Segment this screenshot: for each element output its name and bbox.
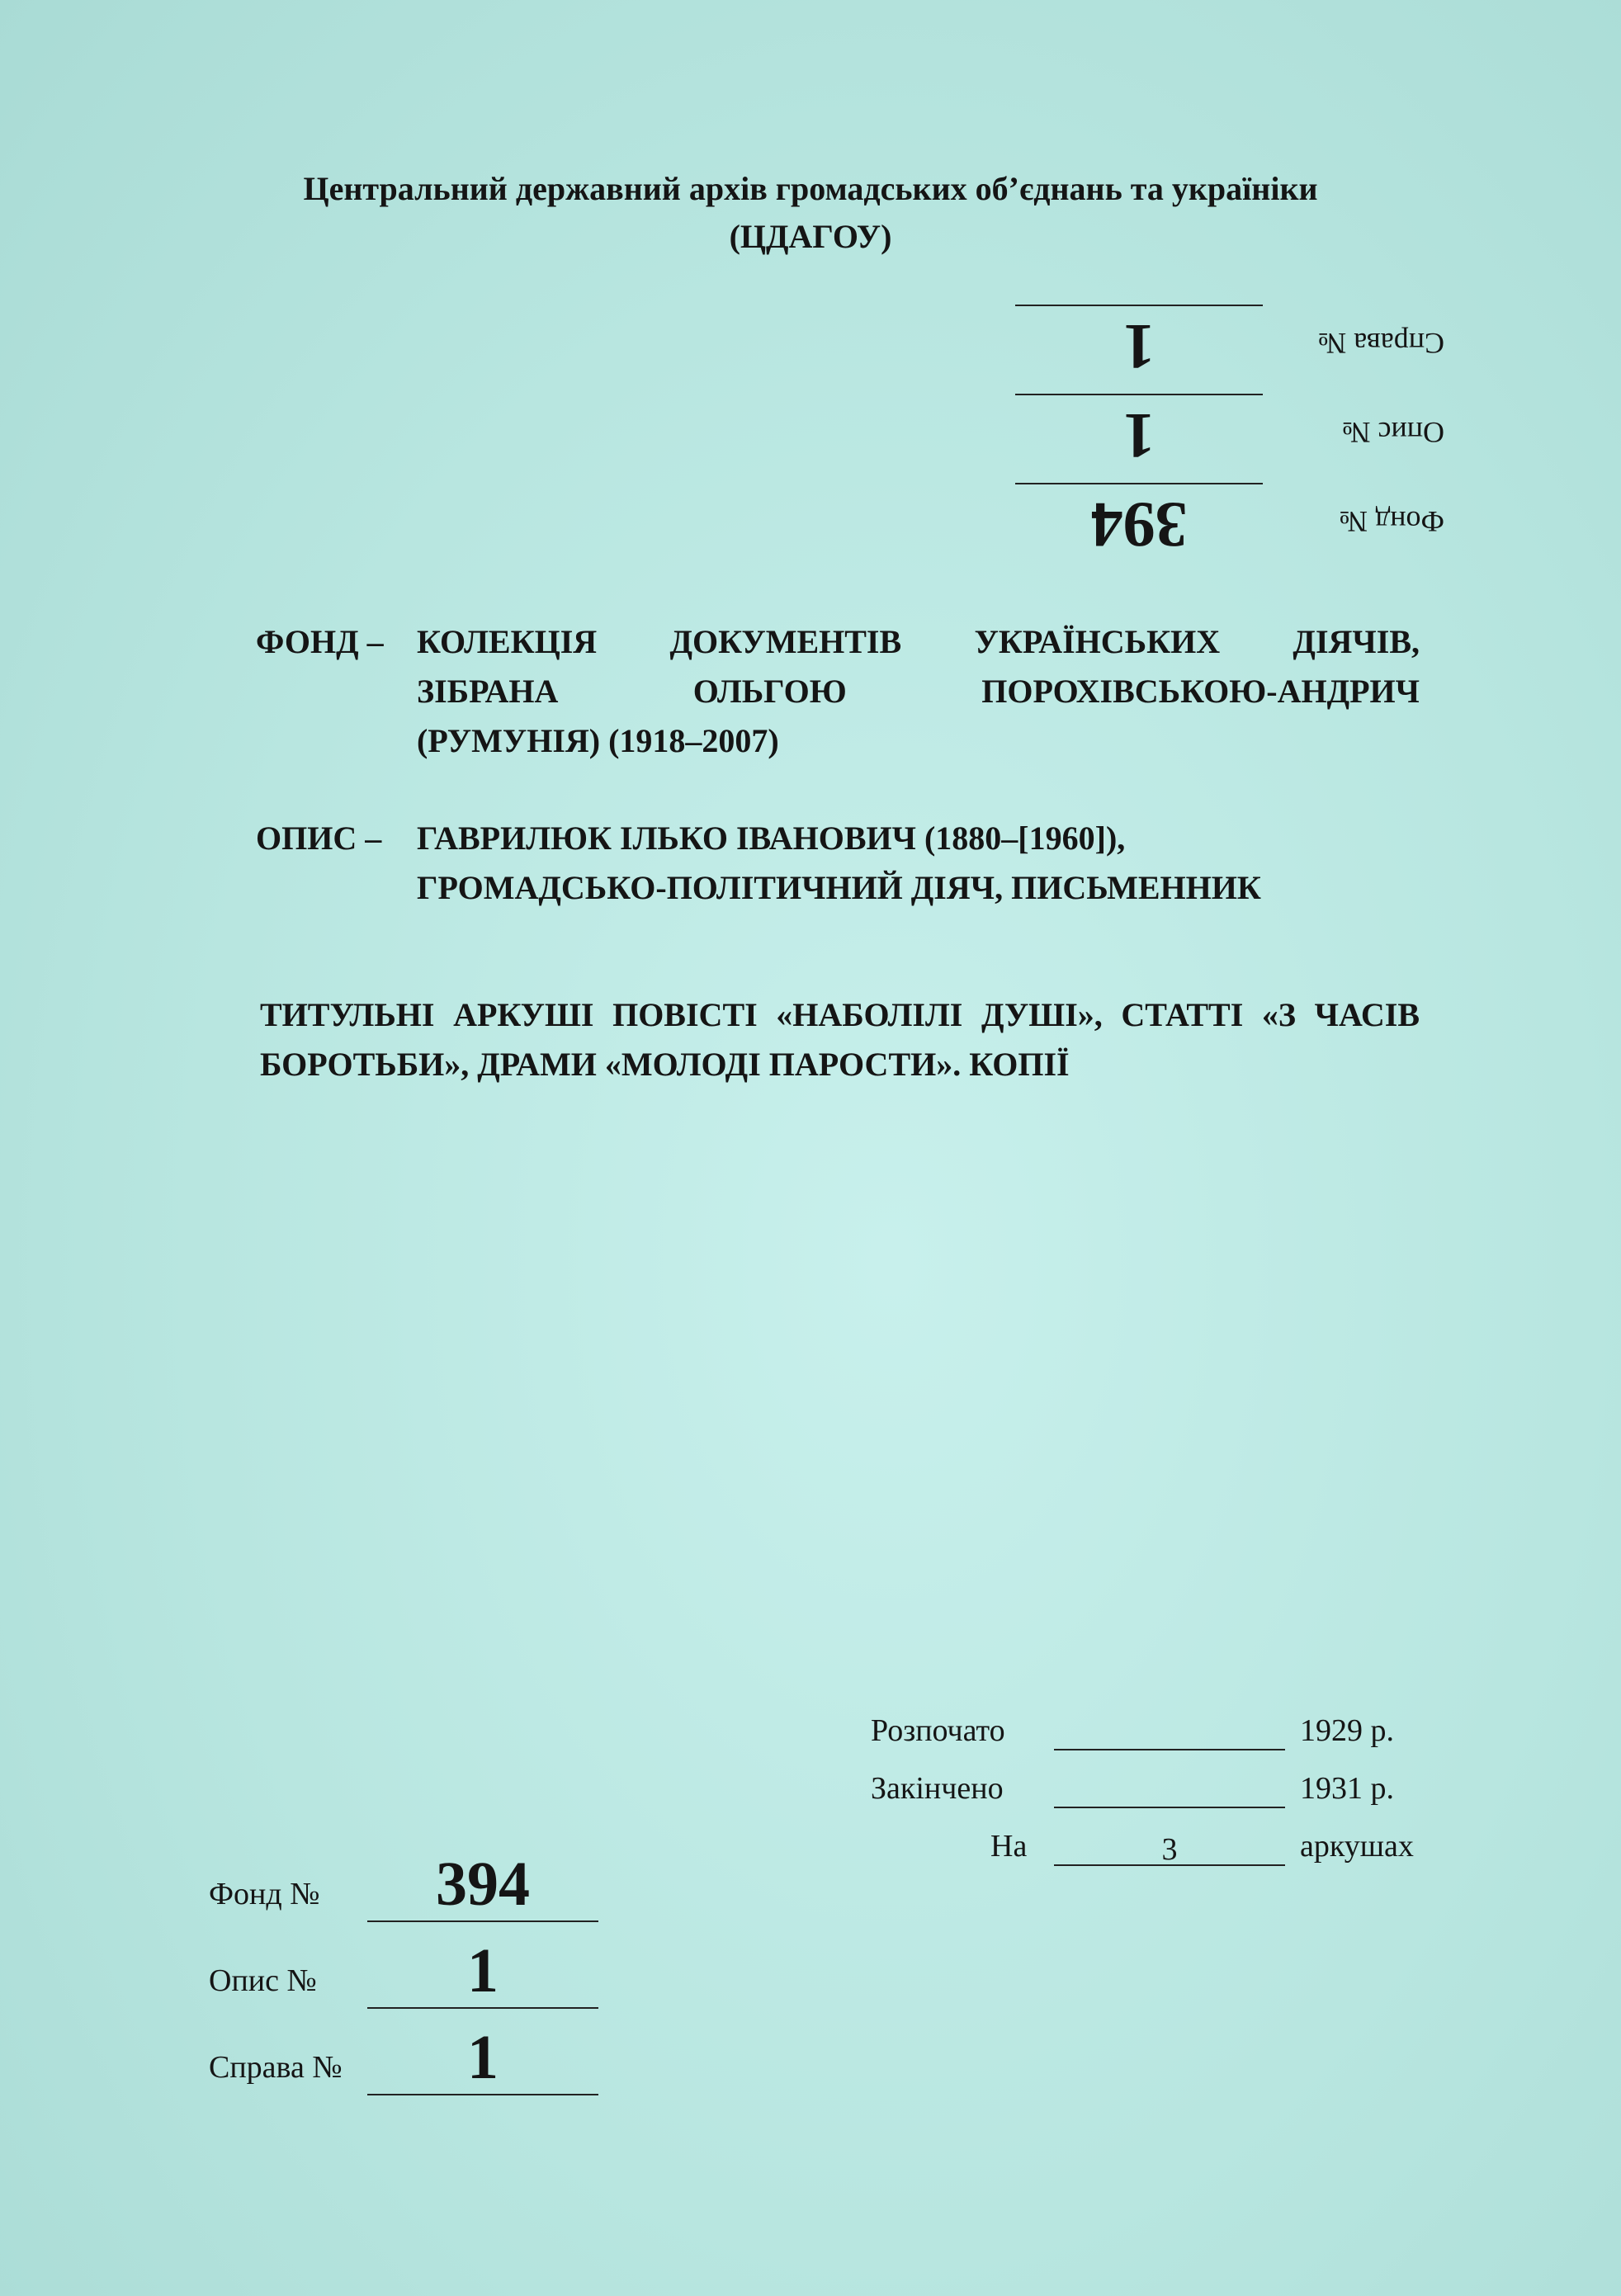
archive-header — [0, 165, 1621, 261]
spine-opys-line — [1015, 394, 1263, 395]
bottom-archive-codes — [209, 1840, 605, 2100]
bottom-sprava-line — [367, 2094, 598, 2095]
spine-sprava-line — [1015, 305, 1263, 306]
bottom-sprava-number: 1 — [467, 2023, 499, 2092]
bottom-opys-label: Опис № — [209, 1963, 317, 1998]
dates-block — [871, 1713, 1449, 1886]
spine-opys-row — [1015, 385, 1444, 472]
started-line — [1054, 1716, 1285, 1750]
bottom-opys-number: 1 — [467, 1936, 499, 2005]
bottom-opys-row — [209, 1927, 605, 2014]
bottom-sprava-label: Справа № — [209, 2050, 343, 2085]
sheets-row — [871, 1828, 1449, 1886]
bottom-opys-line — [367, 2007, 598, 2009]
fond-line: ЗІБРАНА ОЛЬГОЮ ПОРОХІВСЬКОЮ-АНДРИЧ — [417, 673, 1420, 710]
bottom-fond-row — [209, 1840, 605, 1927]
archive-abbreviation: (ЦДАГОУ) — [729, 218, 892, 255]
spine-sprava-row — [1015, 296, 1444, 383]
bottom-sprava-row — [209, 2014, 605, 2100]
finished-line — [1054, 1774, 1285, 1808]
sheets-label: аркушах — [1300, 1829, 1414, 1864]
started-label: Розпочато — [871, 1713, 1005, 1748]
fond-key: ФОНД – — [256, 623, 384, 660]
on-label: На — [990, 1829, 1028, 1864]
started-row — [871, 1713, 1449, 1770]
finished-row — [871, 1770, 1449, 1828]
finished-label: Закінчено — [871, 1771, 1004, 1806]
spine-fond-line — [1015, 483, 1263, 484]
archive-name: Центральний державний архів громадських об’єднань та україніки — [303, 170, 1318, 207]
spine-sprava-number: 1 — [1122, 311, 1155, 383]
started-year: 1929 р. — [1300, 1713, 1394, 1748]
opys-line: ГРОМАДСЬКО-ПОЛІТИЧНИЙ ДІЯЧ, ПИСЬМЕННИК — [417, 869, 1261, 906]
spine-label-upside-down — [1015, 293, 1444, 561]
opys-key: ОПИС – — [256, 820, 382, 857]
opys-description — [256, 814, 1420, 913]
spine-fond-row — [1015, 475, 1444, 561]
finished-year: 1931 р. — [1300, 1771, 1394, 1806]
case-title: ТИТУЛЬНІ АРКУШІ ПОВІСТІ «НАБОЛІЛІ ДУШІ», СТАТТІ «З ЧАСІВ БОРОТЬБИ», ДРАМИ «МОЛОДІ ПАРОСТИ». КОПІЇ — [260, 996, 1420, 1083]
bottom-fond-number: 394 — [436, 1850, 530, 1919]
bottom-fond-label: Фонд № — [209, 1877, 320, 1911]
spine-fond-number: 394 — [1090, 489, 1188, 561]
fond-line: (РУМУНІЯ) (1918–2007) — [417, 722, 779, 759]
spine-opys-label: Опис № — [1342, 416, 1444, 449]
sheets-count: 3 — [1054, 1831, 1285, 1866]
spine-opys-number: 1 — [1122, 400, 1155, 472]
opys-line: ГАВРИЛЮК ІЛЬКО ІВАНОВИЧ (1880–[1960]), — [417, 820, 1126, 857]
bottom-fond-line — [367, 1920, 598, 1922]
spine-fond-label: Фонд № — [1339, 505, 1444, 538]
fond-description — [256, 617, 1420, 766]
spine-sprava-label: Справа № — [1317, 327, 1444, 360]
fond-line: КОЛЕКЦІЯ ДОКУМЕНТІВ УКРАЇНСЬКИХ ДІЯЧІВ, — [417, 623, 1420, 660]
